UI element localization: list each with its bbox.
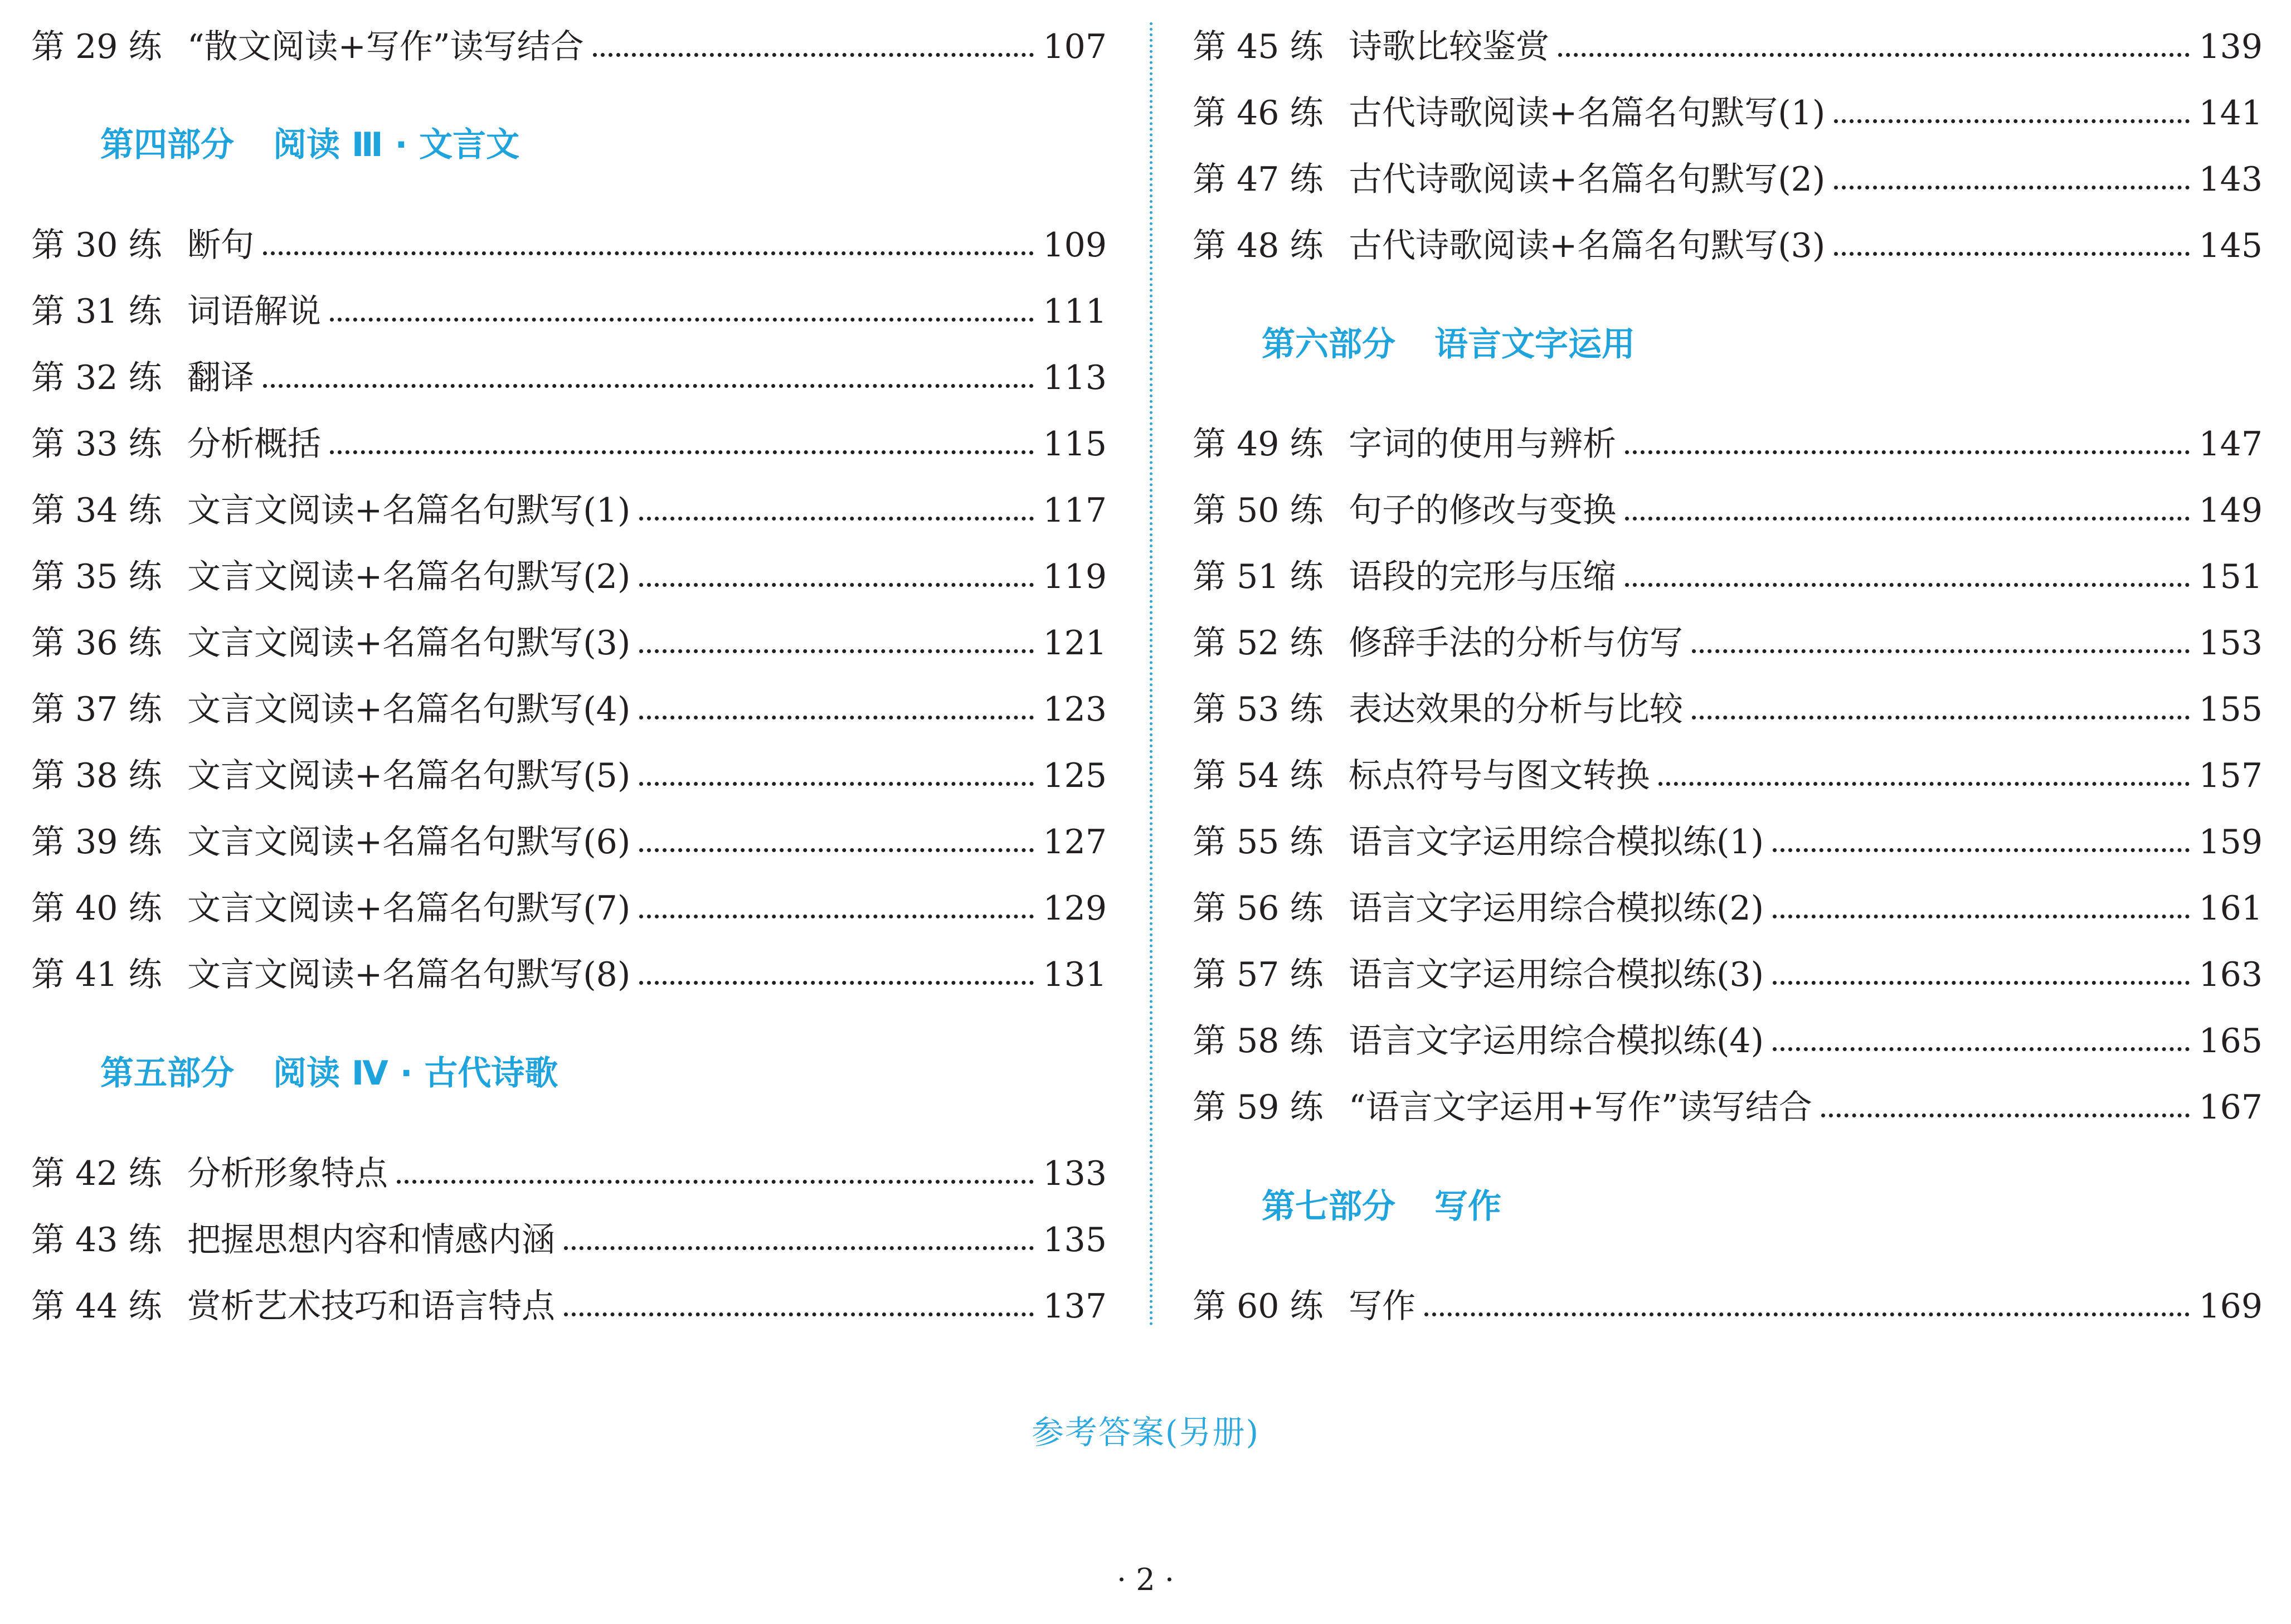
entry-title: 表达效果的分析与比较 xyxy=(1349,690,1683,729)
dot-leader xyxy=(1692,645,2190,653)
entry-number: 第 46 练 xyxy=(1193,94,1324,133)
dot-leader xyxy=(397,1175,1034,1184)
dot-leader xyxy=(1424,1308,2190,1316)
dot-leader xyxy=(1773,976,2190,985)
entry-title: 文言文阅读+名篇名句默写(3) xyxy=(187,624,631,663)
section-label: 第七部分 xyxy=(1262,1187,1395,1226)
entry-page: 155 xyxy=(2198,690,2263,729)
entry-page: 111 xyxy=(1043,292,1107,331)
toc-entry[interactable] xyxy=(31,753,1107,798)
entry-title: 文言文阅读+名篇名句默写(4) xyxy=(187,690,631,729)
entry-number: 第 48 练 xyxy=(1193,226,1324,265)
dot-leader xyxy=(330,446,1034,454)
entry-number: 第 47 练 xyxy=(1193,160,1324,199)
dot-leader xyxy=(639,645,1034,653)
entry-number: 第 40 练 xyxy=(31,889,162,928)
entry-title: 分析概括 xyxy=(187,425,321,464)
entry-title: 文言文阅读+名篇名句默写(6) xyxy=(187,823,631,862)
section-label: 第六部分 xyxy=(1262,325,1395,364)
dot-leader xyxy=(263,247,1034,255)
entry-title: 分析形象特点 xyxy=(187,1154,388,1193)
dot-leader xyxy=(639,976,1034,985)
entry-title: 修辞手法的分析与仿写 xyxy=(1349,624,1683,663)
entry-title: 语言文字运用综合模拟练(1) xyxy=(1349,823,1764,862)
dot-leader xyxy=(263,380,1034,388)
entry-title: 写作 xyxy=(1349,1287,1416,1326)
entry-number: 第 45 练 xyxy=(1193,27,1324,66)
entry-page: 127 xyxy=(1043,823,1107,862)
entry-title: 古代诗歌阅读+名篇名句默写(2) xyxy=(1349,160,1826,199)
toc-entry[interactable] xyxy=(31,356,1107,400)
dot-leader xyxy=(1625,578,2190,587)
toc-entry[interactable] xyxy=(1193,555,2263,599)
entry-number: 第 55 练 xyxy=(1193,823,1324,862)
dot-leader xyxy=(1625,446,2190,454)
entry-number: 第 53 练 xyxy=(1193,690,1324,729)
entry-number: 第 59 练 xyxy=(1193,1088,1324,1127)
entry-number: 第 35 练 xyxy=(31,557,162,596)
entry-title: 文言文阅读+名篇名句默写(5) xyxy=(187,756,631,795)
entry-page: 141 xyxy=(2198,94,2263,133)
toc-entry[interactable] xyxy=(31,687,1107,732)
entry-title: 诗歌比较鉴赏 xyxy=(1349,27,1549,66)
dot-leader xyxy=(639,512,1034,521)
dot-leader xyxy=(1834,247,2190,256)
entry-page: 137 xyxy=(1043,1287,1107,1326)
entry-page: 157 xyxy=(2198,756,2263,795)
entry-page: 149 xyxy=(2198,491,2263,530)
entry-page: 121 xyxy=(1043,624,1107,663)
toc-entry[interactable] xyxy=(1193,687,2263,732)
toc-entry[interactable] xyxy=(1193,157,2263,202)
entry-number: 第 36 练 xyxy=(31,624,162,663)
entry-number: 第 57 练 xyxy=(1193,955,1324,994)
entry-title: 文言文阅读+名篇名句默写(7) xyxy=(187,889,631,928)
toc-entry[interactable] xyxy=(31,621,1107,665)
entry-title: 文言文阅读+名篇名句默写(2) xyxy=(187,557,631,596)
entry-page: 161 xyxy=(2198,889,2263,928)
entry-number: 第 29 练 xyxy=(31,27,162,66)
dot-leader xyxy=(330,313,1034,322)
entry-title: 翻译 xyxy=(187,358,254,397)
entry-page: 119 xyxy=(1043,557,1107,596)
section-label: 第五部分 xyxy=(100,1054,234,1093)
entry-number: 第 60 练 xyxy=(1193,1287,1324,1326)
toc-entry[interactable] xyxy=(1193,422,2263,466)
dot-leader xyxy=(639,844,1034,852)
entry-number: 第 31 练 xyxy=(31,292,162,331)
entry-title: 语段的完形与压缩 xyxy=(1349,557,1616,596)
toc-entry[interactable] xyxy=(1193,91,2263,135)
section-heading-6 xyxy=(1262,322,1635,367)
toc-entry[interactable] xyxy=(31,1151,1107,1196)
toc-entry[interactable] xyxy=(1193,621,2263,665)
dot-leader xyxy=(639,711,1034,719)
toc-entry[interactable] xyxy=(1193,488,2263,533)
entry-number: 第 41 练 xyxy=(31,955,162,994)
entry-number: 第 58 练 xyxy=(1193,1022,1324,1061)
dot-leader xyxy=(1773,1043,2190,1051)
entry-title: 赏析艺术技巧和语言特点 xyxy=(187,1287,555,1326)
entry-page: 151 xyxy=(2198,557,2263,596)
toc-entry[interactable] xyxy=(31,25,1107,69)
entry-number: 第 56 练 xyxy=(1193,889,1324,928)
toc-entry[interactable] xyxy=(31,289,1107,334)
entry-number: 第 54 练 xyxy=(1193,756,1324,795)
section-subtitle: 语言文字运用 xyxy=(1434,325,1635,364)
toc-entry[interactable] xyxy=(1193,820,2263,864)
toc-entry[interactable] xyxy=(1193,753,2263,798)
entry-number: 第 32 练 xyxy=(31,358,162,397)
entry-title: 句子的修改与变换 xyxy=(1349,491,1616,530)
entry-page: 113 xyxy=(1043,358,1107,397)
entry-number: 第 50 练 xyxy=(1193,491,1324,530)
dot-leader xyxy=(1834,115,2190,123)
toc-entry[interactable] xyxy=(1193,952,2263,997)
answer-key-note: 参考答案(另册) xyxy=(1031,1413,1260,1451)
entry-number: 第 51 练 xyxy=(1193,557,1324,596)
entry-number: 第 37 练 xyxy=(31,690,162,729)
entry-page: 107 xyxy=(1043,27,1107,66)
entry-title: 文言文阅读+名篇名句默写(1) xyxy=(187,491,631,530)
toc-entry[interactable] xyxy=(31,422,1107,466)
entry-title: 古代诗歌阅读+名篇名句默写(1) xyxy=(1349,94,1826,133)
page-number: · 2 · xyxy=(1116,1562,1175,1597)
section-heading-4 xyxy=(100,123,519,167)
entry-number: 第 52 练 xyxy=(1193,624,1324,663)
entry-page: 133 xyxy=(1043,1154,1107,1193)
section-label: 第四部分 xyxy=(100,125,234,164)
column-divider xyxy=(1150,22,1152,1326)
dot-leader xyxy=(1558,48,2190,57)
dot-leader xyxy=(639,777,1034,786)
dot-leader xyxy=(1625,512,2190,521)
entry-page: 131 xyxy=(1043,955,1107,994)
entry-title: 把握思想内容和情感内涵 xyxy=(187,1221,555,1260)
toc-entry[interactable] xyxy=(1193,886,2263,931)
entry-title: 字词的使用与辨析 xyxy=(1349,425,1616,464)
toc-entry[interactable] xyxy=(31,555,1107,599)
entry-page: 135 xyxy=(1043,1221,1107,1260)
entry-title: 词语解说 xyxy=(187,292,321,331)
entry-number: 第 34 练 xyxy=(31,491,162,530)
entry-page: 163 xyxy=(2198,955,2263,994)
entry-page: 165 xyxy=(2198,1022,2263,1061)
toc-entry[interactable] xyxy=(31,1284,1107,1329)
dot-leader xyxy=(1834,181,2190,189)
entry-page: 139 xyxy=(2198,27,2263,66)
dot-leader xyxy=(639,910,1034,918)
toc-entry[interactable] xyxy=(31,223,1107,268)
toc-entry[interactable] xyxy=(1193,1085,2263,1130)
entry-number: 第 30 练 xyxy=(31,226,162,265)
entry-page: 123 xyxy=(1043,690,1107,729)
toc-entry[interactable] xyxy=(31,886,1107,931)
entry-page: 109 xyxy=(1043,226,1107,265)
section-subtitle: 写作 xyxy=(1434,1187,1501,1226)
toc-entry[interactable] xyxy=(31,1218,1107,1262)
entry-number: 第 49 练 xyxy=(1193,425,1324,464)
dot-leader xyxy=(639,578,1034,587)
dot-leader xyxy=(1658,777,2190,786)
entry-title: “语言文字运用+写作”读写结合 xyxy=(1349,1088,1812,1127)
dot-leader xyxy=(564,1308,1034,1316)
section-heading-5 xyxy=(100,1051,558,1096)
toc-entry[interactable] xyxy=(31,952,1107,997)
entry-page: 129 xyxy=(1043,889,1107,928)
toc-entry[interactable] xyxy=(31,820,1107,864)
entry-number: 第 44 练 xyxy=(31,1287,162,1326)
entry-title: 语言文字运用综合模拟练(3) xyxy=(1349,955,1764,994)
section-subtitle: 阅读 Ⅲ · 文言文 xyxy=(273,125,520,164)
entry-page: 153 xyxy=(2198,624,2263,663)
dot-leader xyxy=(1773,910,2190,918)
entry-title: 古代诗歌阅读+名篇名句默写(3) xyxy=(1349,226,1826,265)
entry-page: 145 xyxy=(2198,226,2263,265)
entry-page: 125 xyxy=(1043,756,1107,795)
entry-number: 第 43 练 xyxy=(31,1221,162,1260)
entry-title: 语言文字运用综合模拟练(2) xyxy=(1349,889,1764,928)
entry-page: 167 xyxy=(2198,1088,2263,1127)
dot-leader xyxy=(1692,711,2190,719)
entry-title: 标点符号与图文转换 xyxy=(1349,756,1650,795)
entry-title: 语言文字运用综合模拟练(4) xyxy=(1349,1022,1764,1061)
entry-title: 断句 xyxy=(187,226,254,265)
entry-number: 第 39 练 xyxy=(31,823,162,862)
entry-page: 159 xyxy=(2198,823,2263,862)
entry-page: 169 xyxy=(2198,1287,2263,1326)
toc-entry[interactable] xyxy=(1193,1019,2263,1063)
entry-page: 117 xyxy=(1043,491,1107,530)
entry-page: 147 xyxy=(2198,425,2263,464)
dot-leader xyxy=(593,48,1034,57)
entry-number: 第 33 练 xyxy=(31,425,162,464)
entry-title: 文言文阅读+名篇名句默写(8) xyxy=(187,955,631,994)
toc-entry[interactable] xyxy=(1193,25,2263,69)
entry-page: 115 xyxy=(1043,425,1107,464)
section-heading-7 xyxy=(1262,1184,1501,1229)
entry-page: 143 xyxy=(2198,160,2263,199)
toc-entry[interactable] xyxy=(1193,1284,2263,1329)
entry-number: 第 38 练 xyxy=(31,756,162,795)
entry-title: “散文阅读+写作”读写结合 xyxy=(187,27,584,66)
dot-leader xyxy=(1773,844,2190,852)
entry-number: 第 42 练 xyxy=(31,1154,162,1193)
dot-leader xyxy=(1821,1109,2190,1117)
dot-leader xyxy=(564,1242,1034,1250)
toc-entry[interactable] xyxy=(1193,223,2263,268)
section-subtitle: 阅读 Ⅳ · 古代诗歌 xyxy=(273,1054,558,1093)
toc-entry[interactable] xyxy=(31,488,1107,533)
